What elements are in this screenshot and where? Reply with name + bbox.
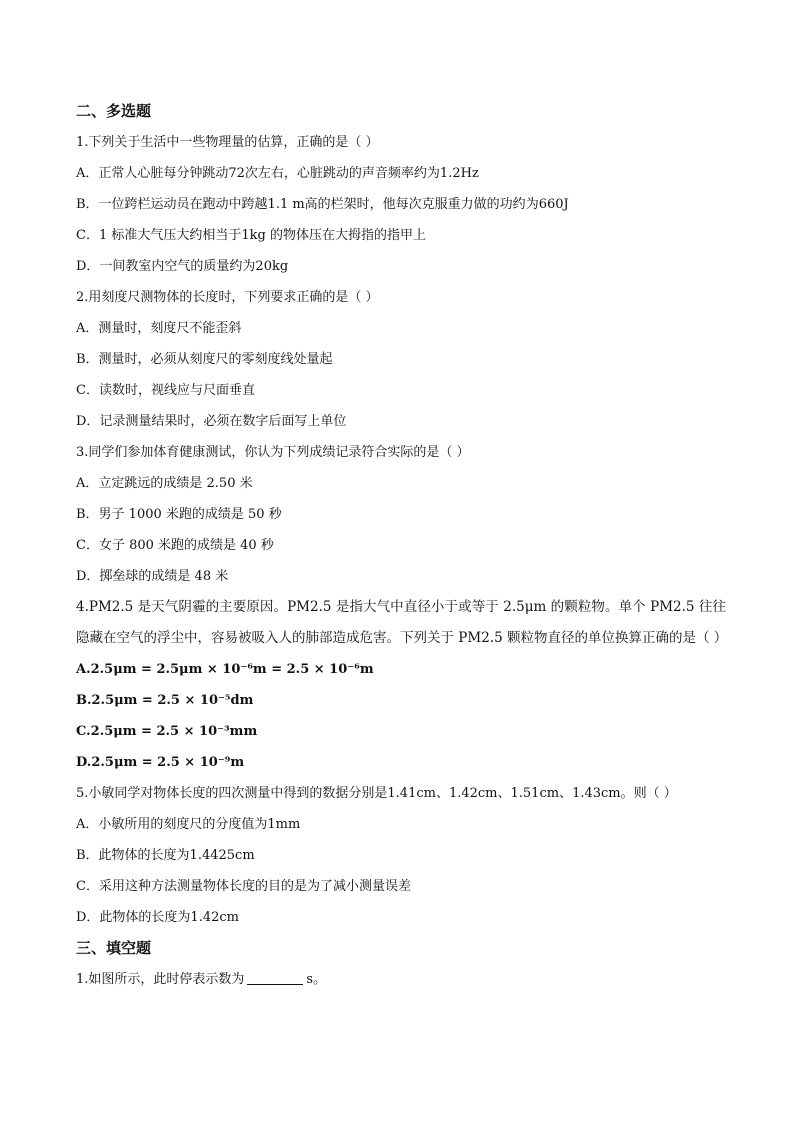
fill-question-1	[76, 964, 726, 995]
question-4-option-a: A.2.5μm = 2.5μm × 10⁻⁶m = 2.5 × 10⁻⁶m	[76, 662, 374, 677]
fill-question-1-unit: s。	[306, 972, 327, 987]
question-3-stem: 3.同学们参加体育健康测试，你认为下列成绩记录符合实际的是（ ）	[76, 445, 470, 460]
question-1-stem: 1.下列关于生活中一些物理量的估算，正确的是（ ）	[76, 135, 379, 150]
question-5-option-d: D．此物体的长度为1.42cm	[76, 910, 239, 925]
question-3-option-d: D．掷垒球的成绩是 48 米	[76, 569, 229, 584]
question-4-option-c: C.2.5μm = 2.5 × 10⁻³mm	[76, 724, 258, 739]
question-1-option-c: C．1 标准大气压大约相当于1kg 的物体压在大拇指的指甲上	[76, 228, 426, 243]
question-2-option-c: C．读数时，视线应与尺面垂直	[76, 383, 255, 398]
question-4-option-d: D.2.5μm = 2.5 × 10⁻⁹m	[76, 755, 245, 770]
question-1-option-d: D．一间教室内空气的质量约为20kg	[76, 259, 289, 274]
section-title-multiple-choice: 二、多选题	[76, 102, 152, 120]
question-3-option-b: B．男子 1000 米跑的成绩是 50 秒	[76, 507, 282, 522]
question-5-stem: 5.小敏同学对物体长度的四次测量中得到的数据分别是1.41cm、1.42cm、1.51cm、1.43cm。则（ ）	[76, 786, 677, 801]
section-title-fill-in-blank: 三、填空题	[76, 939, 152, 957]
question-4-option-b: B.2.5μm = 2.5 × 10⁻⁵dm	[76, 693, 254, 708]
question-5-option-b: B．此物体的长度为1.4425cm	[76, 848, 255, 863]
question-1-option-a: A．正常人心脏每分钟跳动72次左右，心脏跳动的声音频率约为1.2Hz	[76, 166, 479, 181]
question-2-option-a: A．测量时，刻度尺不能歪斜	[76, 321, 242, 336]
question-2-stem: 2.用刻度尺测物体的长度时，下列要求正确的是（ ）	[76, 290, 379, 305]
question-4-stem: 4.PM2.5 是天气阴霾的主要原因。PM2.5 是指大气中直径小于或等于 2.5μm 的颗粒物。单个 PM2.5 往往隐藏在空气的浮尘中，容易被吸入人的肺部造成危害。下列关于 PM2.5 颗粒物直径的单位换算正确的是（ ）	[76, 599, 728, 646]
question-2-option-b: B．测量时，必须从刻度尺的零刻度线处量起	[76, 352, 333, 367]
question-5-option-a: A．小敏所用的刻度尺的分度值为1mm	[76, 817, 301, 832]
question-3-option-c: C．女子 800 米跑的成绩是 40 秒	[76, 538, 274, 553]
answer-blank[interactable]	[247, 970, 303, 985]
fill-question-1-text: 1.如图所示，此时停表示数为	[76, 972, 245, 987]
question-2-option-d: D．记录测量结果时，必须在数字后面写上单位	[76, 414, 347, 429]
question-5-option-c: C．采用这种方法测量物体长度的目的是为了减小测量误差	[76, 879, 411, 894]
question-1-option-b: B．一位跨栏运动员在跑动中跨越1.1 m高的栏架时，他每次克服重力做的功约为660J	[76, 197, 569, 212]
exam-content	[76, 96, 726, 995]
question-3-option-a: A．立定跳远的成绩是 2.50 米	[76, 476, 253, 491]
